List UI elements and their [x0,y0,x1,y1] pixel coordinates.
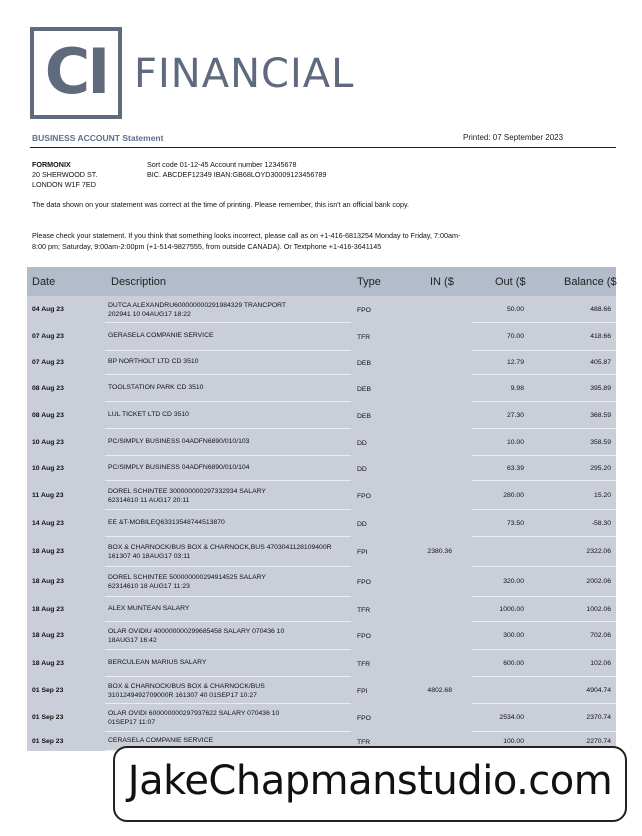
row-description: DOREL SCHINTEE 500000000294914525 SALARY [108,574,266,581]
row-balance: 295.20 [590,465,611,472]
row-type: DEB [357,413,371,420]
table-row [27,704,616,732]
row-balance: 1002.06 [586,606,611,613]
row-type: FPO [357,633,371,640]
bank-bic-iban: BIC. ABCDEF12349 IBAN:GB68LOYD30009123456789 [147,170,327,179]
header-date: Date [32,276,56,288]
row-out-amount: 320.00 [503,578,524,585]
table-row [27,429,616,456]
statement-title: BUSINESS ACCOUNT Statement [32,133,164,143]
row-date: 18 Aug 23 [32,660,64,667]
row-description-line2: 202941 10 04AUG17 18:22 [108,311,191,318]
row-out-amount: 9.98 [510,385,524,392]
row-out-amount: 1000.00 [499,606,524,613]
notice-accuracy: The data shown on your statement was correct at the time of printing. Please remember, this isn't an official bank copy. [32,200,410,209]
logo-wordmark: FINANCIAL [134,51,355,97]
notice-contact: Please check your statement. If you think that something looks incorrect, please call as on +1-416-6813254 Monday to Friday, 7:00am-8:00 pm; Saturday, 9:00am-2:00pm (+1-514-9827555, from outside CANADA). Or Textphone +1-416-3641145 [32,231,461,251]
row-balance: 102.06 [590,660,611,667]
row-balance: 15.20 [593,492,611,499]
row-out-amount: 100.00 [503,738,524,745]
row-description: PC/SIMPLY BUSINESS 04ADFN6890/010/103 [108,438,250,445]
row-description: DUTCA ALEXANDRU600000000291984329 TRANCPORT [108,302,287,309]
table-row [27,375,616,402]
row-out-amount: 600.00 [503,660,524,667]
bank-details [147,160,326,180]
row-type: FPO [357,715,371,722]
row-description: TOOLSTATION PARK CD 3510 [108,384,204,391]
row-out-amount: 12.79 [506,359,524,366]
row-balance: 2322.06 [586,548,611,555]
bank-sort-account: Sort code 01-12-45 Account number 12345678 [147,160,297,169]
row-out-amount: 70.00 [506,333,524,340]
row-out-amount: 73.50 [506,520,524,527]
row-date: 14 Aug 23 [32,520,64,527]
header-balance: Balance ($ [564,276,617,288]
row-description: OLAR OVIDI 600000000297937622 SALARY 070436 10 [108,710,280,717]
row-description: GERASELA COMPANIE SERVICE [108,332,214,339]
row-date: 18 Aug 23 [32,548,64,555]
table-row [27,622,616,650]
table-row [27,677,616,704]
row-balance: 488.66 [590,306,611,313]
table-header [27,267,616,296]
row-in-amount: 2380.36 [427,548,452,555]
watermark-banner [113,746,627,822]
row-type: FPI [357,688,368,695]
row-description: BP NORTHOLT LTD CD 3510 [108,358,199,365]
row-balance: 2002.06 [586,578,611,585]
row-type: FPO [357,307,371,314]
row-type: DD [357,440,367,447]
row-description: EE &T-MOBILEQ63313548744513870 [108,519,225,526]
row-date: 01 Sep 23 [32,714,64,721]
table-row [27,297,616,323]
row-description-line2: 161307 40 18AUG17 03:11 [108,553,191,560]
table-row [27,597,616,622]
row-date: 10 Aug 23 [32,465,64,472]
header-out: Out ($ [495,276,526,288]
header-description: Description [111,276,167,288]
table-row [27,567,616,597]
row-out-amount: 27.30 [506,412,524,419]
table-row [27,650,616,677]
company-address [32,160,97,190]
row-balance: -58.30 [591,520,611,527]
row-date: 07 Aug 23 [32,333,64,340]
row-description: BOX & CHARNOCK/BUS BOX & CHARNOCK,BUS 4703041128109400R [108,544,332,551]
row-date: 08 Aug 23 [32,412,64,419]
row-date: 01 Sep 23 [32,738,64,745]
row-description: BERCULEAN MARIUS SALARY [108,659,207,666]
row-description: BOX & CHARNOCK/BUS BOX & CHARNOCK/BUS [108,683,265,690]
row-type: DEB [357,360,371,367]
row-balance: 418.66 [590,333,611,340]
row-balance: 405.87 [590,359,611,366]
row-out-amount: 63.39 [506,465,524,472]
row-date: 04 Aug 23 [32,306,64,313]
row-type: FPI [357,549,368,556]
row-date: 18 Aug 23 [32,578,64,585]
logo-mark [30,27,122,119]
table-row [27,481,616,510]
row-type: TFR [357,334,371,341]
row-date: 07 Aug 23 [32,359,64,366]
header-divider [30,147,616,148]
row-description-line2: 62314610 11 AUG17 20:11 [108,497,190,504]
row-description: DOREL SCHINTEE 300000000297332934 SALARY [108,488,266,495]
row-balance: 358.59 [590,439,611,446]
company-address-line2: LONDON W1F 7ED [32,180,96,189]
row-balance: 395.89 [590,385,611,392]
header-in: IN ($ [430,276,454,288]
row-description-line2: 62314610 18 AUG17 11:23 [108,583,190,590]
table-row [27,402,616,429]
row-in-amount: 4802.68 [427,687,452,694]
header-type: Type [357,276,381,288]
row-type: TFR [357,739,371,746]
row-out-amount: 50.00 [506,306,524,313]
row-balance: 2370.74 [586,714,611,721]
row-type: TFR [357,607,371,614]
row-date: 11 Aug 23 [32,492,64,499]
row-type: DD [357,521,367,528]
watermark-text: JakeChapmanstudio.com [127,758,613,804]
transactions-table [27,267,616,751]
row-type: FPO [357,493,371,500]
row-description-line2: 3101249492709000R 161307 40 01SEP17 10:27 [108,692,257,699]
row-description: CERASELA COMPANIE SERVICE [108,737,214,744]
row-balance: 4904.74 [586,687,611,694]
table-row [27,323,616,351]
table-row [27,510,616,537]
row-date: 10 Aug 23 [32,439,64,446]
row-description-line2: 01SEP17 11:07 [108,719,156,726]
row-date: 18 Aug 23 [32,632,64,639]
row-type: FPO [357,579,371,586]
table-row [27,537,616,567]
row-description: ALEX MUNTEAN SALARY [108,605,190,612]
logo-ci-text: CI [44,35,108,108]
row-type: TFR [357,661,371,668]
printed-date: Printed: 07 September 2023 [463,133,564,142]
company-address-line1: 20 SHERWOOD ST. [32,170,98,179]
row-balance: 368.59 [590,412,611,419]
row-out-amount: 2534.00 [499,714,524,721]
row-out-amount: 280.00 [503,492,524,499]
table-row [27,456,616,481]
row-out-amount: 10.00 [506,439,524,446]
row-description: PC/SIMPLY BUSINESS 04ADFN6890/010/104 [108,464,250,471]
row-description-line2: 18AUG17 16:42 [108,637,157,644]
row-date: 08 Aug 23 [32,385,64,392]
table-row [27,351,616,375]
company-name: FORMONIX [32,160,71,169]
row-description: OLAR OVIDIU 400000000299685458 SALARY 070436 10 [108,628,285,635]
row-balance: 702.06 [590,632,611,639]
row-date: 01 Sep 23 [32,687,64,694]
row-balance: 2270.74 [586,738,611,745]
row-date: 18 Aug 23 [32,606,64,613]
row-type: DEB [357,386,371,393]
row-type: DD [357,466,367,473]
row-description: LUL TICKET LTD CD 3510 [108,411,189,418]
row-out-amount: 300.00 [503,632,524,639]
